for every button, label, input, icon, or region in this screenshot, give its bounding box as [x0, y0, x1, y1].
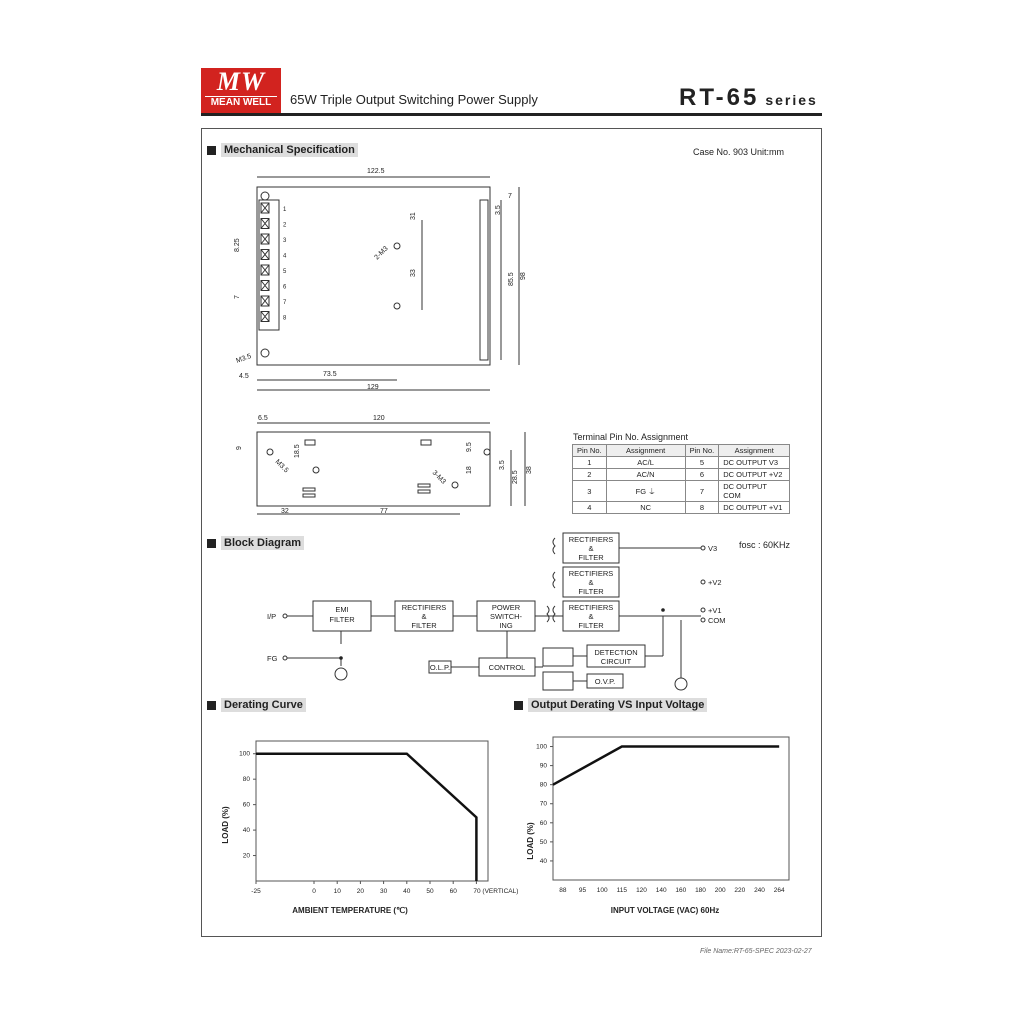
- case-side-outline: [257, 432, 490, 506]
- dim-label: 3.5: [495, 205, 502, 215]
- mount-hole: [261, 192, 269, 200]
- derating-line: [256, 754, 476, 881]
- dim-label: M3.5: [235, 352, 253, 365]
- dim-label: 32: [281, 508, 289, 515]
- block-label: &: [588, 578, 594, 587]
- col-header: Assignment: [606, 445, 685, 457]
- dim-label: 7: [234, 295, 241, 299]
- section-mechanical: [207, 143, 358, 157]
- dim-label: 6.5: [258, 415, 268, 422]
- dim-label: 2-M3: [373, 245, 390, 262]
- dim-label: 31: [410, 212, 417, 220]
- vent-slot: [303, 488, 315, 491]
- bullet-icon: [207, 539, 216, 548]
- dim-label: 122.5: [367, 168, 385, 175]
- section-derating: [207, 698, 306, 712]
- vent-slot: [303, 494, 315, 497]
- y-tick-label: 70: [539, 800, 547, 808]
- y-tick-label: 80: [242, 776, 250, 784]
- dim-label: 7: [508, 193, 512, 200]
- mount-hole: [452, 482, 458, 488]
- dim-label: 8.25: [234, 238, 241, 252]
- y-tick-label: 50: [539, 838, 547, 846]
- block-label: EMI: [335, 605, 349, 614]
- x-tick-label: 200: [714, 887, 726, 894]
- terminal-number: 8: [283, 315, 287, 322]
- dim-label: 28.5: [512, 470, 519, 484]
- block-label: O.V.P.: [594, 677, 616, 686]
- x-axis-label: AMBIENT TEMPERATURE (℃): [292, 906, 408, 915]
- block-label: RECTIFIERS: [401, 603, 447, 612]
- dim-label: 77: [380, 508, 388, 515]
- terminal-icon: [283, 614, 287, 618]
- x-tick-label: 100: [596, 887, 608, 894]
- logo-mark: MW: [216, 67, 266, 96]
- mechanical-side-view: [225, 410, 545, 520]
- col-header: Pin No.: [573, 445, 607, 457]
- ground-icon: [675, 678, 687, 690]
- case-side-rail: [480, 200, 488, 360]
- x-tick-label: 20: [356, 888, 365, 895]
- x-axis-label: INPUT VOLTAGE (VAC) 60Hz: [610, 906, 720, 915]
- x-tick-label: -25: [251, 888, 261, 895]
- mechanical-top-view: [225, 160, 545, 400]
- section-title: Block Diagram: [221, 536, 304, 550]
- block-label: O.L.P.: [429, 663, 451, 672]
- table-row: [573, 502, 790, 514]
- output-label: V3: [708, 544, 718, 553]
- x-tick-label: 264: [773, 887, 785, 894]
- block-label: CIRCUIT: [600, 657, 632, 666]
- y-tick-label: 20: [242, 852, 250, 860]
- block-label: RECTIFIERS: [568, 569, 614, 578]
- dim-label: 18.5: [294, 444, 301, 458]
- x-tick-label: 160: [675, 887, 687, 894]
- terminal-number: 5: [283, 269, 287, 275]
- model-name: [679, 84, 818, 112]
- terminal-number: 7: [283, 300, 287, 306]
- logo-text: MEAN WELL: [205, 96, 277, 109]
- section-title: Derating Curve: [221, 698, 306, 712]
- vent-slot: [421, 440, 431, 445]
- terminal-number: 1: [283, 207, 287, 213]
- transformer-coil-icon: [547, 538, 555, 622]
- table-cell: 6: [685, 469, 719, 481]
- terminal-screw-cross: [261, 265, 269, 275]
- mount-hole: [484, 449, 490, 455]
- meanwell-logo: [201, 68, 281, 115]
- table-cell: 4: [573, 502, 607, 514]
- y-tick-label: 80: [539, 781, 547, 789]
- x-tick-label: 50: [426, 888, 434, 895]
- block-label: ING: [499, 621, 513, 630]
- optocoupler-box: [543, 672, 573, 690]
- y-axis-label: LOAD (%): [526, 822, 535, 860]
- block-label: RECTIFIERS: [568, 535, 614, 544]
- terminal-number: 6: [283, 284, 287, 291]
- block-label: &: [421, 612, 427, 621]
- y-tick-label: 40: [242, 827, 250, 835]
- plot-frame: [256, 741, 488, 881]
- x-tick-label: 60: [449, 888, 457, 895]
- dim-label: 98: [520, 272, 527, 280]
- mount-hole: [394, 303, 400, 309]
- pin-assignment-table: [572, 444, 790, 514]
- mount-hole: [394, 243, 400, 249]
- mount-hole: [313, 467, 319, 473]
- dim-label: 18: [466, 466, 473, 474]
- table-cell: 5: [685, 457, 719, 469]
- terminal-screw-cross: [261, 219, 269, 229]
- model-number: RT-65: [679, 84, 760, 111]
- table-cell: DC OUTPUT V3: [719, 457, 790, 469]
- terminal-screw-cross: [261, 234, 269, 244]
- fosc-label: fosc : 60KHz: [739, 540, 791, 550]
- block-label: FILTER: [578, 587, 604, 596]
- block-label: FILTER: [578, 621, 604, 630]
- dim-label: 33: [410, 269, 417, 277]
- derating-line: [553, 747, 779, 785]
- dim-label: 4.5: [239, 373, 249, 380]
- terminal-screw-cross: [261, 203, 269, 213]
- terminal-icon: [701, 608, 705, 612]
- output-derating-chart: [515, 733, 815, 920]
- y-tick-label: 100: [239, 750, 250, 758]
- output-label: +V1: [708, 606, 722, 615]
- block-label: CONTROL: [488, 663, 526, 672]
- file-name: File Name:RT-65-SPEC 2023-02-27: [700, 948, 812, 955]
- output-label: COM: [708, 616, 726, 625]
- terminal-icon: [701, 580, 705, 584]
- table-cell: AC/N: [606, 469, 685, 481]
- y-tick-label: 90: [539, 762, 547, 770]
- x-tick-label: 115: [616, 887, 628, 894]
- output-label: +V2: [708, 578, 722, 587]
- x-tick-label: 140: [655, 887, 667, 894]
- block-label: POWER: [491, 603, 521, 612]
- output-wire: [619, 548, 701, 656]
- x-tick-label: 95: [578, 887, 587, 894]
- block-label: FILTER: [411, 621, 437, 630]
- terminal-number: 2: [283, 222, 287, 229]
- plot-frame: [553, 737, 789, 880]
- mount-hole: [261, 349, 269, 357]
- section-title: Mechanical Specification: [221, 143, 358, 157]
- vent-slot: [418, 490, 430, 493]
- case-info: Case No. 903 Unit:mm: [693, 147, 785, 157]
- table-cell: 8: [685, 502, 719, 514]
- dim-label: 85.5: [508, 272, 515, 286]
- junction-dot: [661, 608, 665, 612]
- dim-label: 3-M3: [430, 469, 447, 486]
- vent-slot: [418, 484, 430, 487]
- product-subtitle: 65W Triple Output Switching Power Supply: [290, 92, 538, 107]
- model-suffix: series: [765, 92, 818, 108]
- table-cell: NC: [606, 502, 685, 514]
- table-cell: DC OUTPUT COM: [719, 481, 790, 502]
- table-row: [573, 481, 790, 502]
- terminal-screw-cross: [261, 250, 269, 260]
- table-header-row: [573, 445, 790, 457]
- table-cell: DC OUTPUT +V2: [719, 469, 790, 481]
- derating-curve-chart: [210, 735, 519, 920]
- x-tick-label: 220: [734, 887, 746, 894]
- bullet-icon: [514, 701, 523, 710]
- dim-label: 9: [236, 446, 243, 450]
- table-cell: AC/L: [606, 457, 685, 469]
- terminal-screw-cross: [261, 312, 269, 322]
- x-tick-label: 0: [312, 888, 316, 895]
- block-label: DETECTION: [594, 648, 638, 657]
- y-axis-label: LOAD (%): [221, 806, 230, 844]
- table-row: [573, 457, 790, 469]
- section-output-derating: [514, 698, 707, 712]
- terminal-number: 4: [283, 253, 287, 260]
- x-tick-label: 70 (VERTICAL): [473, 888, 519, 895]
- ground-wire: [287, 631, 341, 666]
- table-cell: 1: [573, 457, 607, 469]
- dim-label: 3.5: [499, 460, 506, 470]
- bullet-icon: [207, 701, 216, 710]
- terminal-number: 3: [283, 238, 287, 244]
- block-label: FILTER: [329, 615, 355, 624]
- x-tick-label: 120: [636, 887, 647, 894]
- header-rule: [201, 113, 822, 116]
- block-label: SWITCH-: [489, 612, 523, 621]
- table-cell: DC OUTPUT +V1: [719, 502, 790, 514]
- dim-label: 73.5: [323, 371, 337, 378]
- mount-hole: [267, 449, 273, 455]
- y-tick-label: 60: [242, 801, 250, 809]
- dim-label: M3.5: [273, 458, 290, 475]
- block-diagram: [255, 528, 815, 698]
- block-label: FILTER: [578, 553, 604, 562]
- table-row: [573, 469, 790, 481]
- dim-label: 38: [526, 466, 533, 474]
- optocoupler-box: [543, 648, 573, 666]
- io-label: FG: [267, 654, 278, 663]
- dim-label: 120: [373, 415, 385, 422]
- table-cell: FG ⏚: [606, 481, 685, 502]
- dim-label: 129: [367, 384, 379, 391]
- junction-dot: [339, 656, 343, 660]
- y-tick-label: 60: [539, 819, 547, 827]
- terminal-icon: [701, 546, 705, 550]
- col-header: Pin No.: [685, 445, 719, 457]
- col-header: Assignment: [719, 445, 790, 457]
- control-wire: [451, 631, 587, 681]
- io-label: I/P: [267, 612, 277, 621]
- vent-slot: [305, 440, 315, 445]
- block-label: &: [588, 544, 594, 553]
- pin-table-title: Terminal Pin No. Assignment: [573, 432, 689, 442]
- terminal-screw-cross: [261, 296, 269, 306]
- section-title: Output Derating VS Input Voltage: [528, 698, 707, 712]
- case-outline: [257, 187, 490, 365]
- x-tick-label: 10: [333, 888, 341, 895]
- x-tick-label: 88: [559, 887, 567, 894]
- x-tick-label: 40: [403, 888, 411, 895]
- x-tick-label: 240: [754, 887, 765, 894]
- table-cell: 7: [685, 481, 719, 502]
- dim-label: 9.5: [466, 442, 473, 452]
- bullet-icon: [207, 146, 216, 155]
- y-tick-label: 100: [536, 743, 547, 751]
- table-cell: 3: [573, 481, 607, 502]
- block-label: RECTIFIERS: [568, 603, 614, 612]
- block-label: &: [588, 612, 594, 621]
- y-tick-label: 40: [539, 857, 547, 865]
- terminal-icon: [283, 656, 287, 660]
- table-cell: 2: [573, 469, 607, 481]
- x-tick-label: 30: [379, 888, 388, 895]
- x-tick-label: 180: [695, 887, 706, 894]
- terminal-screw-cross: [261, 281, 269, 291]
- ground-icon: [335, 668, 347, 680]
- terminal-icon: [701, 618, 705, 622]
